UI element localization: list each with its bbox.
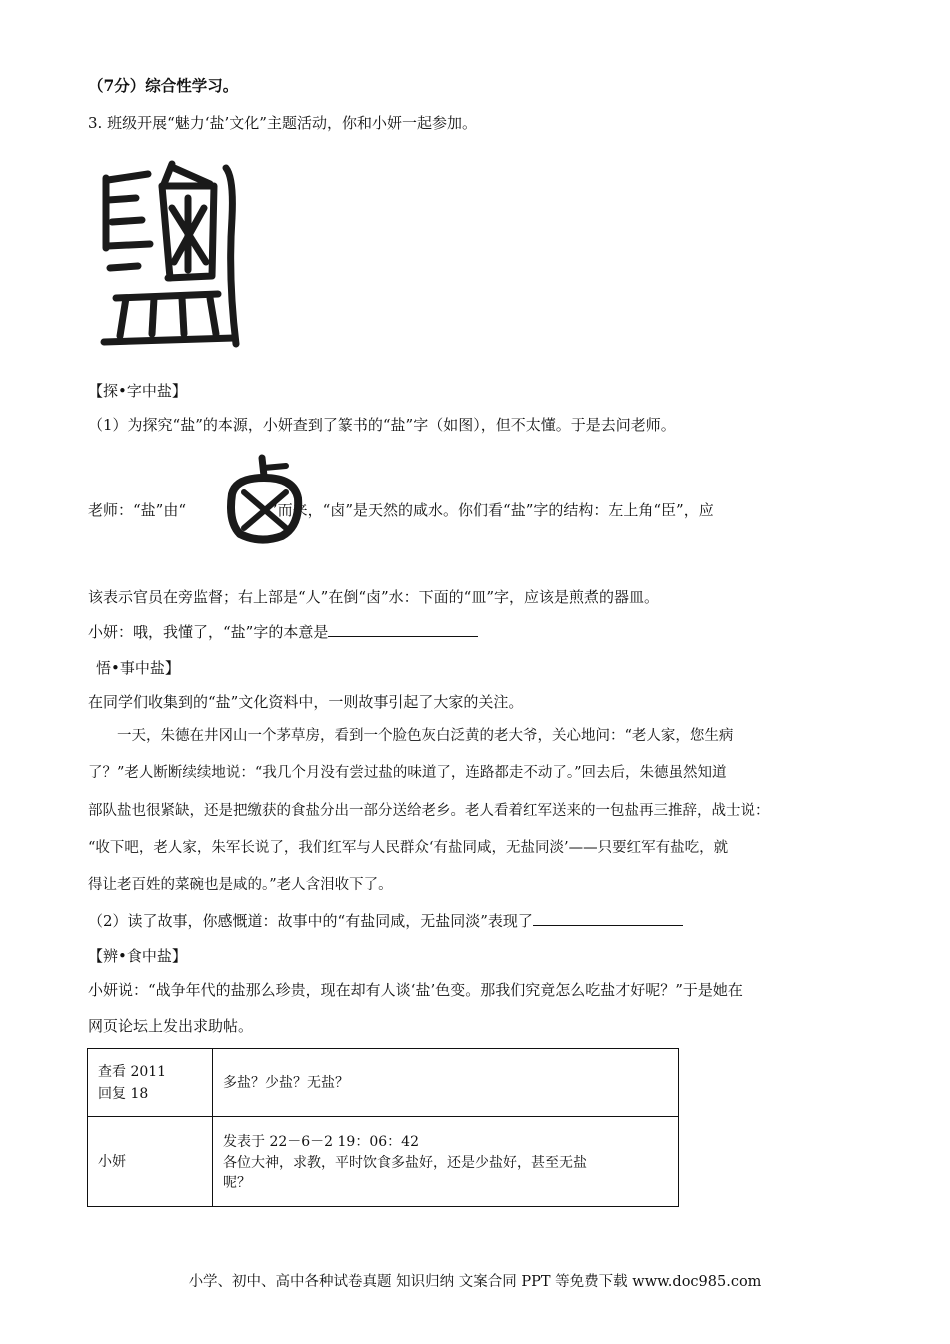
teacher-text-after: ”而来，“卤”是天然的咸水。你们看“盐”字的结构：左上角“臣”，应 [270,501,714,519]
story-line-4: “收下吧，老人家，朱军长说了，我们红军与人民群众‘有盐同咸，无盐同淡’——只要红军有盐吃，就 [88,840,729,856]
story-line-3: 部队盐也很紧缺，还是把缴获的食盐分出一部分送给老乡。老人看着红军送来的一包盐再三推辞，战士说： [88,803,770,819]
story-line-1: 一天，朱德在井冈山一个茅草房，看到一个脸色灰白泛黄的老大爷，关心地问：“老人家，您生病 [88,728,734,744]
teacher-text-before: 老师：“盐”由“ [88,501,187,519]
forum-replies: 回复 18 [98,1085,149,1102]
story-line-5: 得让老百姓的菜碗也是咸的。”老人含泪收下了。 [88,877,393,893]
forum-post-content-2: 呢？ [223,1174,251,1191]
teacher-line [88,500,868,520]
section-title: （7分）综合性学习。 [88,76,239,95]
part3-para-line2: 网页论坛上发出求助帖。 [88,1017,254,1035]
forum-post-time: 发表于 22－6－2 19：06：42 [223,1133,419,1150]
xiaoyan-answer-line [88,622,478,642]
forum-subject: 多盐？少盐？无盐？ [213,1049,679,1117]
seal-script-lu-image [224,454,304,544]
part2-intro: 在同学们收集到的“盐”文化资料中，一则故事引起了大家的关注。 [88,693,524,711]
part1-heading: 【探•字中盐】 [88,382,187,400]
part3-para-line1: 小妍说：“战争年代的盐那么珍贵，现在却有人谈‘盐’色变。那我们究竟怎么吃盐才好呢？”于是她在 [88,981,743,999]
teacher-line-cont: 该表示官员在旁监督；右上部是“人”在倒“卤”水：下面的“皿”字，应该是煎煮的器皿。 [88,588,660,606]
answer-blank-1[interactable] [328,622,478,637]
part2-heading: 悟•事中盐】 [96,659,180,677]
story-line-2: 了？”老人断断续续地说：“我几个月没有尝过盐的味道了，连路都走不动了。”回去后，朱德虽然知道 [88,765,727,781]
part3-heading: 【辨•食中盐】 [88,947,187,965]
part1-question: （1）为探究“盐”的本源，小妍查到了篆书的“盐”字（如图），但不太懂。于是去问老师。 [88,416,676,434]
forum-post-body [213,1117,679,1207]
part2-question-line [88,911,683,931]
xiaoyan-answer-text: 小妍：哦，我懂了，“盐”字的本意是 [88,623,329,641]
forum-stats-cell [88,1049,213,1117]
forum-views: 查看 2011 [98,1063,167,1080]
forum-post-content-1: 各位大神，求教，平时饮食多盐好，还是少盐好，甚至无盐 [223,1154,587,1171]
answer-blank-2[interactable] [533,911,683,926]
page-footer: 小学、初中、高中各种试卷真题 知识归纳 文案合同 PPT 等免费下载 www.doc985.com [188,1274,762,1290]
forum-post-table [87,1048,679,1207]
forum-author: 小妍 [88,1117,213,1207]
part2-question-text: （2）读了故事，你感慨道：故事中的“有盐同咸，无盐同淡”表现了 [88,912,533,930]
question-intro: 3. 班级开展“魅力‘盐’文化”主题活动，你和小妍一起参加。 [88,114,477,132]
seal-script-yan-image [98,158,246,352]
